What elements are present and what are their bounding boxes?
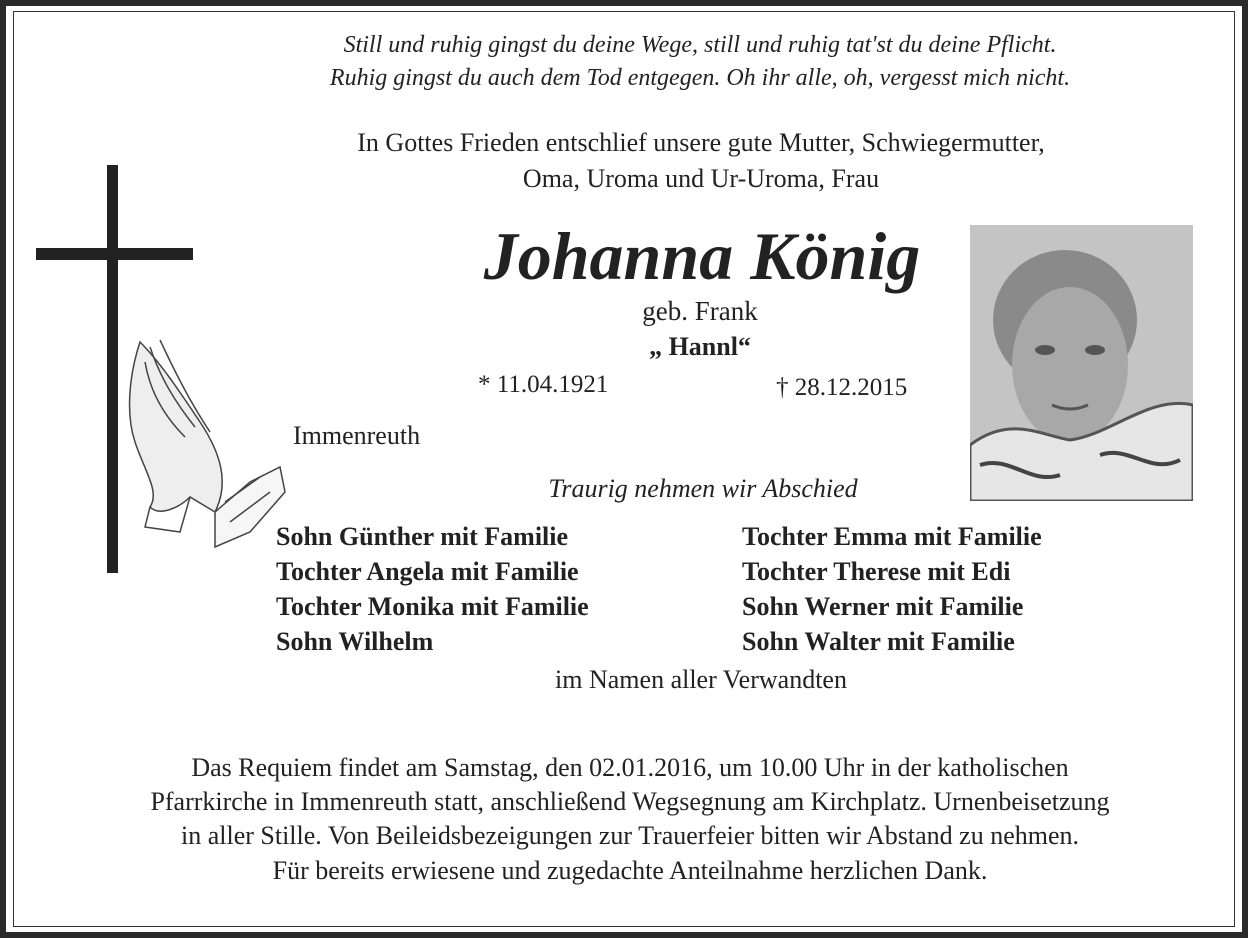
death-date: † 28.12.2015 — [776, 374, 908, 401]
family-member: Tochter Therese mit Edi — [742, 557, 1011, 586]
praying-hands-icon — [120, 332, 290, 552]
family-member: Tochter Monika mit Familie — [276, 592, 589, 621]
family-member: Tochter Emma mit Familie — [742, 522, 1042, 551]
intro-line-1: In Gottes Frieden entschlief unsere gute Mutter, Schwiegermutter, — [357, 128, 1045, 157]
service-line-1: Das Requiem findet am Samstag, den 02.01.2016, um 10.00 Uhr in der katholischen — [191, 753, 1069, 782]
family-member: Sohn Walter mit Familie — [742, 627, 1015, 656]
service-line-3: in aller Stille. Von Beileidsbezeigungen zur Trauerfeier bitten wir Abstand zu nehmen. — [180, 821, 1080, 850]
service-line-2: Pfarrkirche in Immenreuth statt, anschließend Wegsegnung am Kirchplatz. Urnenbeisetzung — [150, 787, 1110, 816]
family-member: Tochter Angela mit Familie — [276, 557, 579, 586]
cross-icon — [107, 165, 118, 573]
family-member: Sohn Günther mit Familie — [276, 522, 569, 551]
nickname: „ Hannl“ — [649, 332, 751, 361]
intro-line-2: Oma, Uroma und Ur-Uroma, Frau — [522, 164, 880, 193]
verse-line-1: Still und ruhig gingst du deine Wege, still und ruhig tat'st du deine Pflicht. — [343, 32, 1057, 58]
family-member: Sohn Wilhelm — [276, 627, 434, 656]
relatives-line: im Namen aller Verwandten — [555, 665, 847, 694]
mourning-line: Traurig nehmen wir Abschied — [548, 474, 858, 503]
cross-icon-bar — [36, 248, 193, 260]
portrait-photo — [970, 225, 1193, 501]
deceased-name: Johanna König — [483, 218, 921, 294]
birth-date: * 11.04.1921 — [478, 371, 609, 398]
maiden-name: geb. Frank — [642, 296, 758, 326]
hometown: Immenreuth — [293, 421, 421, 450]
service-line-4: Für bereits erwiesene und zugedachte Anteilnahme herzlichen Dank. — [272, 856, 988, 885]
verse-line-2: Ruhig gingst du auch dem Tod entgegen. Oh ihr alle, oh, vergesst mich nicht. — [329, 65, 1071, 91]
family-member: Sohn Werner mit Familie — [742, 592, 1024, 621]
